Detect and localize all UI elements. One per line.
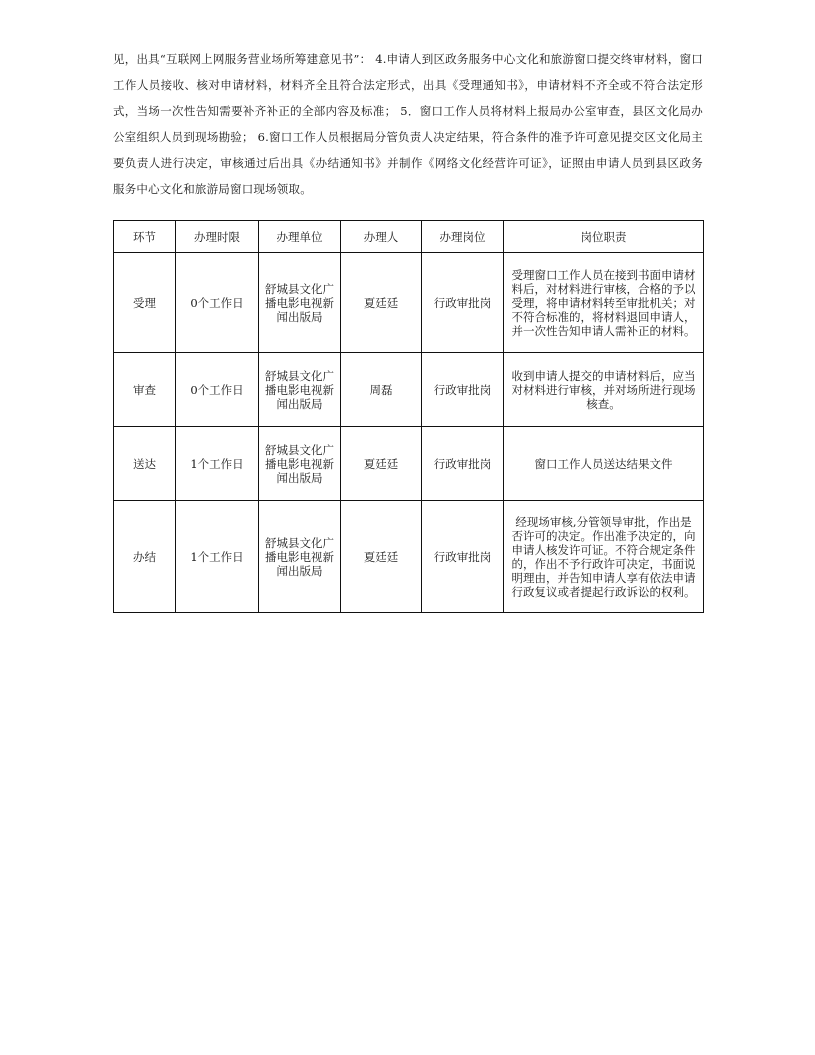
cell-time-limit: 1个工作日 <box>176 501 259 613</box>
cell-unit: 舒城县文化广播电影电视新闻出版局 <box>259 427 341 501</box>
cell-duty: 经现场审核,分管领导审批，作出是否许可的决定。作出准予决定的，向申请人核发许可证。不符合规定条件的，作出不予行政许可决定，书面说明理由，并告知申请人享有依法申请行政复议或者提起行政诉讼的权利。 <box>504 501 704 613</box>
intro-paragraph: 见，出具“互联网上网服务营业场所筹建意见书”： 4.申请人到区政务服务中心文化和旅游窗口提交终审材料，窗口工作人员接收、核对申请材料，材料齐全且符合法定形式，出具《受理通知书》，申请材料不齐全或不符合法定形式，当场一次性告知需要补齐补正的全部内容及标准； 5．窗口工作人员将材料上报局办公室审查，县区文化局办公室组织人员到现场勘验； 6.窗口工作人员根据局分管负责人决定结果，符合条件的准予许可意见提交区文化局主要负责人进行决定，审核通过后出具《办结通知书》并制作《网络文化经营许可证》，证照由申请人员到县区政务服务中心文化和旅游局窗口现场领取。 <box>113 52 703 196</box>
cell-post: 行政审批岗 <box>422 253 504 353</box>
cell-post: 行政审批岗 <box>422 427 504 501</box>
cell-time-limit: 0个工作日 <box>176 253 259 353</box>
cell-stage: 审查 <box>114 353 176 427</box>
cell-duty: 受理窗口工作人员在接到书面申请材料后，对材料进行审核，合格的予以受理，将申请材料转至审批机关；对不符合标准的，将材料退回申请人，并一次性告知申请人需补正的材料。 <box>504 253 704 353</box>
cell-handler: 周磊 <box>341 353 422 427</box>
table-header-row <box>114 221 704 253</box>
table-row <box>114 427 704 501</box>
cell-handler: 夏廷廷 <box>341 253 422 353</box>
header-handler: 办理人 <box>341 221 422 253</box>
cell-post: 行政审批岗 <box>422 353 504 427</box>
cell-time-limit: 0个工作日 <box>176 353 259 427</box>
header-unit: 办理单位 <box>259 221 341 253</box>
header-duty: 岗位职责 <box>504 221 704 253</box>
cell-stage: 送达 <box>114 427 176 501</box>
cell-unit: 舒城县文化广播电影电视新闻出版局 <box>259 501 341 613</box>
cell-handler: 夏廷廷 <box>341 427 422 501</box>
procedure-table <box>113 220 704 613</box>
cell-handler: 夏廷廷 <box>341 501 422 613</box>
table-row <box>114 253 704 353</box>
cell-stage: 受理 <box>114 253 176 353</box>
header-post: 办理岗位 <box>422 221 504 253</box>
header-time-limit: 办理时限 <box>176 221 259 253</box>
cell-unit: 舒城县文化广播电影电视新闻出版局 <box>259 353 341 427</box>
cell-post: 行政审批岗 <box>422 501 504 613</box>
cell-stage: 办结 <box>114 501 176 613</box>
table-row <box>114 501 704 613</box>
table-row <box>114 353 704 427</box>
cell-duty: 窗口工作人员送达结果文件 <box>504 427 704 501</box>
cell-time-limit: 1个工作日 <box>176 427 259 501</box>
cell-duty: 收到申请人提交的申请材料后，应当对材料进行审核，并对场所进行现场核查。 <box>504 353 704 427</box>
cell-unit: 舒城县文化广播电影电视新闻出版局 <box>259 253 341 353</box>
header-stage: 环节 <box>114 221 176 253</box>
